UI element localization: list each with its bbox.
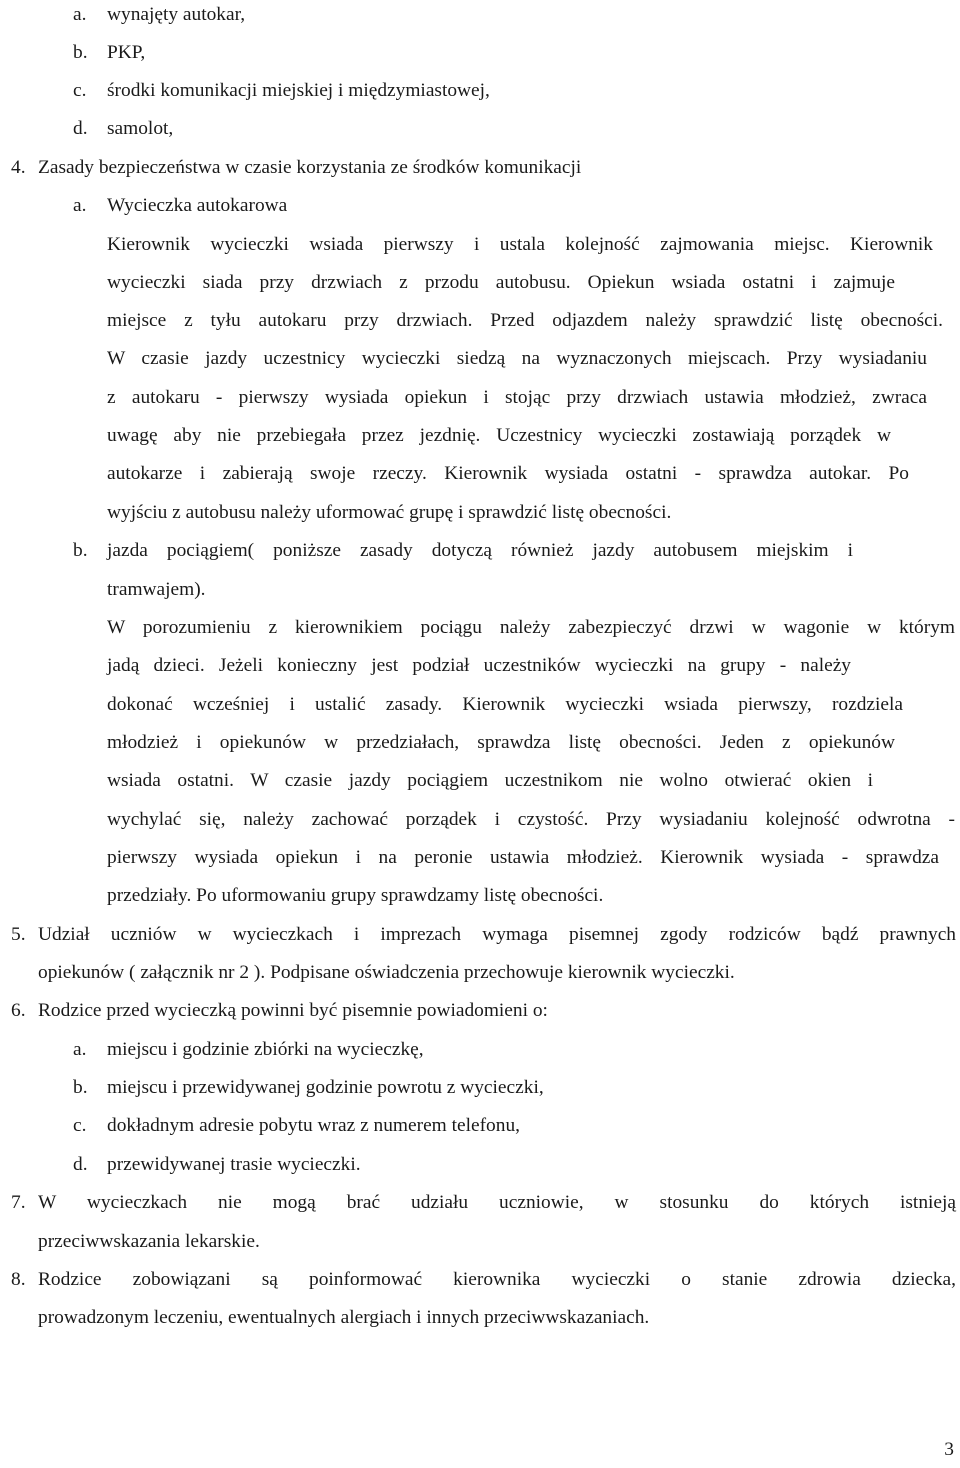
paragraph-line: W wycieczkach nie mogą brać udziału uczniowie, w stosunku do których istnieją [38, 1192, 956, 1213]
list-marker: b. [73, 1077, 88, 1098]
list-item-text: PKP, [107, 42, 146, 63]
section-number: 8. [11, 1269, 26, 1290]
paragraph-line: opiekunów ( załącznik nr 2 ). Podpisane oświadczenia przechowuje kierownik wycieczki. [38, 962, 735, 983]
section-number: 4. [11, 157, 26, 178]
paragraph-line: wsiada ostatni. W czasie jazdy pociągiem uczestnikom nie wolno otwierać okien i [107, 770, 873, 791]
paragraph-line: pierwszy wysiada opiekun i na peronie ustawia młodzież. Kierownik wysiada - sprawdza [107, 847, 939, 868]
list-item-text: przewidywanej trasie wycieczki. [107, 1154, 361, 1175]
list-item-text: miejscu i godzinie zbiórki na wycieczkę, [107, 1039, 424, 1060]
paragraph-line: uwagę aby nie przebiegała przez jezdnię. Uczestnicy wycieczki zostawiają porządek w [107, 425, 891, 446]
paragraph-line: przedziały. Po uformowaniu grupy sprawdzamy listę obecności. [107, 885, 604, 906]
paragraph-line: dokonać wcześniej i ustalić zasady. Kierownik wycieczki wsiada pierwszy, rozdziela [107, 694, 903, 715]
paragraph-line: z autokaru - pierwszy wysiada opiekun i stojąc przy drzwiach ustawia młodzież, zwraca [107, 387, 927, 408]
paragraph-line: wycieczki siada przy drzwiach z przodu autobusu. Opiekun wsiada ostatni i zajmuje [107, 272, 895, 293]
list-item-text: wynajęty autokar, [107, 4, 246, 25]
list-marker: d. [73, 118, 88, 139]
subsection-marker: a. [73, 195, 87, 216]
list-item-text: dokładnym adresie pobytu wraz z numerem telefonu, [107, 1115, 520, 1136]
list-item-text: miejscu i przewidywanej godzinie powrotu z wycieczki, [107, 1077, 544, 1098]
paragraph-line: miejsce z tyłu autokaru przy drzwiach. Przed odjazdem należy sprawdzić listę obecności. [107, 310, 943, 331]
list-marker: b. [73, 42, 88, 63]
list-marker: a. [73, 4, 87, 25]
paragraph-line: W czasie jazdy uczestnicy wycieczki siedzą na wyznaczonych miejscach. Przy wysiadaniu [107, 348, 927, 369]
list-marker: c. [73, 1115, 87, 1136]
section-title: Zasady bezpieczeństwa w czasie korzystania ze środków komunikacji [38, 157, 582, 178]
paragraph-line: młodzież i opiekunów w przedziałach, sprawdza listę obecności. Jeden z opiekunów [107, 732, 895, 753]
list-item-text: samolot, [107, 118, 174, 139]
list-marker: a. [73, 1039, 87, 1060]
paragraph-line: prowadzonym leczeniu, ewentualnych alergiach i innych przeciwwskazaniach. [38, 1307, 650, 1328]
paragraph-line: przeciwwskazania lekarskie. [38, 1231, 260, 1252]
paragraph-line: jadą dzieci. Jeżeli konieczny jest podział uczestników wycieczki na grupy - należy [107, 655, 851, 676]
section-number: 7. [11, 1192, 26, 1213]
paragraph-line: W porozumieniu z kierownikiem pociągu należy zabezpieczyć drzwi w wagonie w którym [107, 617, 955, 638]
paragraph-line: wychylać się, należy zachować porządek i czystość. Przy wysiadaniu kolejność odwrotna - [107, 809, 955, 830]
list-marker: c. [73, 80, 87, 101]
subsection-marker: b. [73, 540, 88, 561]
subsection-title: Wycieczka autokarowa [107, 195, 288, 216]
paragraph-line: autokarze i zabierają swoje rzeczy. Kierownik wysiada ostatni - sprawdza autokar. Po [107, 463, 909, 484]
page-number: 3 [944, 1439, 954, 1460]
paragraph-line: jazda pociągiem( poniższe zasady dotyczą również jazdy autobusem miejskim i [107, 540, 853, 561]
section-number: 5. [11, 924, 26, 945]
list-item-text: środki komunikacji miejskiej i międzymiastowej, [107, 80, 490, 101]
section-number: 6. [11, 1000, 26, 1021]
paragraph-line: tramwajem). [107, 579, 206, 600]
paragraph-line: Rodzice zobowiązani są poinformować kierownika wycieczki o stanie zdrowia dziecka, [38, 1269, 956, 1290]
paragraph-line: Rodzice przed wycieczką powinni być pisemnie powiadomieni o: [38, 1000, 548, 1021]
paragraph-line: Udział uczniów w wycieczkach i imprezach wymaga pisemnej zgody rodziców bądź prawnych [38, 924, 956, 945]
paragraph-line: wyjściu z autobusu należy uformować grupę i sprawdzić listę obecności. [107, 502, 672, 523]
paragraph-line: Kierownik wycieczki wsiada pierwszy i ustala kolejność zajmowania miejsc. Kierownik [107, 234, 933, 255]
list-marker: d. [73, 1154, 88, 1175]
